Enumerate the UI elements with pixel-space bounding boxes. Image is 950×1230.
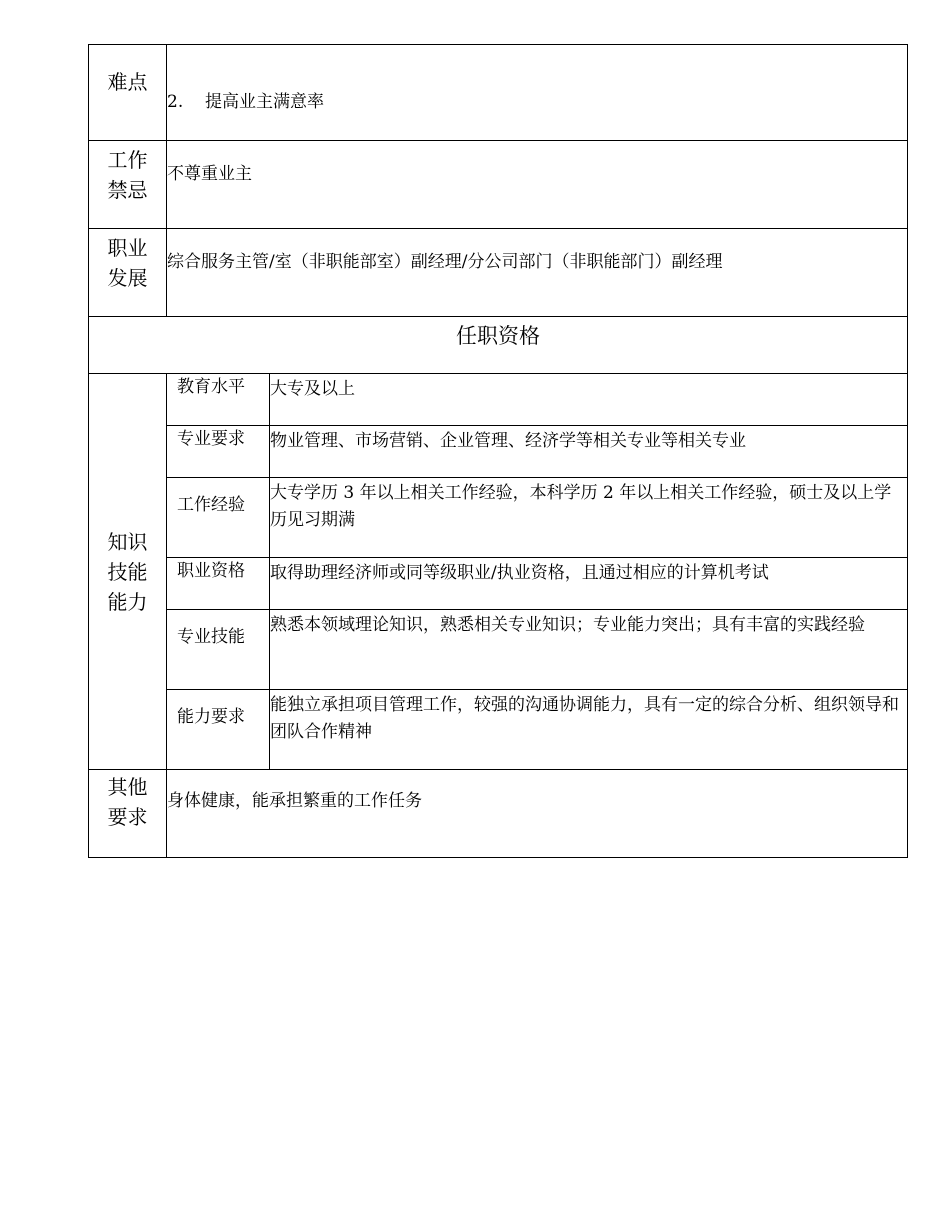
skills-value: 熟悉本领域理论知识，熟悉相关专业知识；专业能力突出；具有丰富的实践经验 xyxy=(270,610,908,690)
difficulty-label: 难点 xyxy=(89,45,167,141)
qualification-title: 任职资格 xyxy=(89,317,908,374)
knowledge-row xyxy=(89,426,908,478)
certification-value: 取得助理经济师或同等级职业/执业资格，且通过相应的计算机考试 xyxy=(270,558,908,610)
knowledge-label: 知识 技能 能力 xyxy=(89,374,167,770)
knowledge-row xyxy=(89,558,908,610)
knowledge-row xyxy=(89,690,908,770)
other-row xyxy=(89,770,908,858)
qualification-header-row xyxy=(89,317,908,374)
career-label: 职业 发展 xyxy=(89,229,167,317)
skills-label: 专业技能 xyxy=(167,610,270,690)
certification-label: 职业资格 xyxy=(167,558,270,610)
difficulty-value xyxy=(167,45,908,141)
ability-value: 能独立承担项目管理工作，较强的沟通协调能力，具有一定的综合分析、组织领导和团队合作精神 xyxy=(270,690,908,770)
taboo-value: 不尊重业主 xyxy=(167,141,908,229)
ability-label: 能力要求 xyxy=(167,690,270,770)
career-row xyxy=(89,229,908,317)
taboo-row xyxy=(89,141,908,229)
knowledge-row xyxy=(89,478,908,558)
difficulty-row xyxy=(89,45,908,141)
career-value: 综合服务主管/室（非职能部室）副经理/分公司部门（非职能部门）副经理 xyxy=(167,229,908,317)
difficulty-item-text: 提高业主满意率 xyxy=(205,92,324,112)
job-description-table xyxy=(88,44,908,858)
knowledge-row xyxy=(89,610,908,690)
education-value: 大专及以上 xyxy=(270,374,908,426)
experience-value: 大专学历 3 年以上相关工作经验，本科学历 2 年以上相关工作经验，硕士及以上学历见习期满 xyxy=(270,478,908,558)
education-label: 教育水平 xyxy=(167,374,270,426)
major-value: 物业管理、市场营销、企业管理、经济学等相关专业等相关专业 xyxy=(270,426,908,478)
difficulty-item-number: 2. xyxy=(167,92,184,112)
other-label: 其他 要求 xyxy=(89,770,167,858)
major-label: 专业要求 xyxy=(167,426,270,478)
taboo-label: 工作 禁忌 xyxy=(89,141,167,229)
other-value: 身体健康，能承担繁重的工作任务 xyxy=(167,770,908,858)
experience-label: 工作经验 xyxy=(167,478,270,558)
knowledge-row xyxy=(89,374,908,426)
